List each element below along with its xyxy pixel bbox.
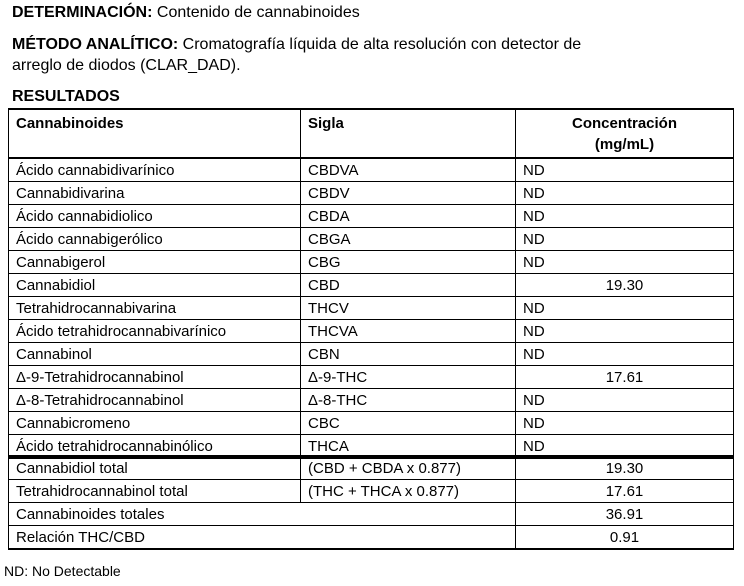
cannabinoid-code: CBDVA: [301, 158, 516, 182]
header-concentracion: [516, 109, 734, 158]
totals-table: [8, 455, 734, 550]
cannabinoid-name: Δ-9-Tetrahidrocannabinol: [9, 366, 301, 389]
cannabinoid-name: Cannabidivarina: [9, 182, 301, 205]
table-row: [9, 205, 734, 228]
table-row: [9, 297, 734, 320]
determination-line: [12, 4, 360, 22]
cannabinoid-value: ND: [516, 158, 734, 182]
totals-row: [9, 480, 734, 503]
header-cannabinoides: Cannabinoides: [9, 109, 301, 158]
total-name: Tetrahidrocannabinol total: [9, 480, 301, 503]
determination-value: Contenido de cannabinoides: [156, 4, 360, 21]
total-name: Relación THC/CBD: [9, 526, 516, 550]
cannabinoid-value: ND: [516, 343, 734, 366]
cannabinoid-value: ND: [516, 435, 734, 459]
cannabinoid-name: Cannabidiol: [9, 274, 301, 297]
cannabinoid-value: ND: [516, 297, 734, 320]
method-value-2: arreglo de diodos (CLAR_DAD).: [12, 57, 241, 74]
totals-row: [9, 456, 734, 480]
total-formula: (THC + THCA x 0.877): [301, 480, 516, 503]
table-row: [9, 389, 734, 412]
total-value: 36.91: [516, 503, 734, 526]
cannabinoid-code: CBD: [301, 274, 516, 297]
results-title: RESULTADOS: [12, 88, 120, 105]
cannabinoid-code: THCA: [301, 435, 516, 459]
method-value-1: Cromatografía líquida de alta resolución con detector de: [182, 36, 582, 53]
header-conc-unit: (mg/mL): [594, 136, 655, 153]
cannabinoid-name: Ácido cannabigerólico: [9, 228, 301, 251]
method-line-2: [12, 57, 241, 75]
table-row: [9, 274, 734, 297]
cannabinoid-code: Δ-9-THC: [301, 366, 516, 389]
total-value: 0.91: [516, 526, 734, 550]
total-value: 19.30: [516, 456, 734, 480]
header-conc-label: Concentración: [571, 115, 677, 132]
table-row: [9, 182, 734, 205]
cannabinoid-value: 19.30: [516, 274, 734, 297]
cannabinoid-value: 17.61: [516, 366, 734, 389]
cannabinoid-value: ND: [516, 251, 734, 274]
method-line-1: [12, 36, 581, 54]
cannabinoid-code: THCV: [301, 297, 516, 320]
table-header-row: [9, 109, 734, 158]
cannabinoid-name: Tetrahidrocannabivarina: [9, 297, 301, 320]
cannabinoid-code: THCVA: [301, 320, 516, 343]
cannabinoid-code: CBN: [301, 343, 516, 366]
totals-row: [9, 503, 734, 526]
table-row: [9, 228, 734, 251]
cannabinoid-name: Ácido cannabidiolico: [9, 205, 301, 228]
cannabinoid-name: Cannabicromeno: [9, 412, 301, 435]
table-row: [9, 320, 734, 343]
footnote: ND: No Detectable: [4, 563, 121, 579]
table-row: [9, 343, 734, 366]
cannabinoid-name: Ácido tetrahidrocannabivarínico: [9, 320, 301, 343]
cannabinoid-name: Ácido tetrahidrocannabinólico: [9, 435, 301, 459]
cannabinoid-name: Ácido cannabidivarínico: [9, 158, 301, 182]
cannabinoid-code: CBDV: [301, 182, 516, 205]
results-table: [8, 108, 734, 459]
cannabinoid-code: CBC: [301, 412, 516, 435]
cannabinoid-value: ND: [516, 320, 734, 343]
method-label: MÉTODO ANALÍTICO:: [12, 36, 179, 53]
cannabinoid-value: ND: [516, 205, 734, 228]
cannabinoid-name: Cannabigerol: [9, 251, 301, 274]
cannabinoid-value: ND: [516, 412, 734, 435]
cannabinoid-name: Cannabinol: [9, 343, 301, 366]
cannabinoid-code: CBGA: [301, 228, 516, 251]
table-row: [9, 158, 734, 182]
table-row: [9, 366, 734, 389]
cannabinoid-code: CBDA: [301, 205, 516, 228]
cannabinoid-value: ND: [516, 228, 734, 251]
cannabinoid-value: ND: [516, 389, 734, 412]
table-row: [9, 412, 734, 435]
cannabinoid-name: Δ-8-Tetrahidrocannabinol: [9, 389, 301, 412]
total-formula: (CBD + CBDA x 0.877): [301, 456, 516, 480]
cannabinoid-value: ND: [516, 182, 734, 205]
determination-label: DETERMINACIÓN:: [12, 4, 153, 21]
total-value: 17.61: [516, 480, 734, 503]
cannabinoid-code: Δ-8-THC: [301, 389, 516, 412]
totals-row: [9, 526, 734, 550]
cannabinoid-code: CBG: [301, 251, 516, 274]
table-row: [9, 251, 734, 274]
total-name: Cannabidiol total: [9, 456, 301, 480]
header-sigla: Sigla: [301, 109, 516, 158]
total-name: Cannabinoides totales: [9, 503, 516, 526]
